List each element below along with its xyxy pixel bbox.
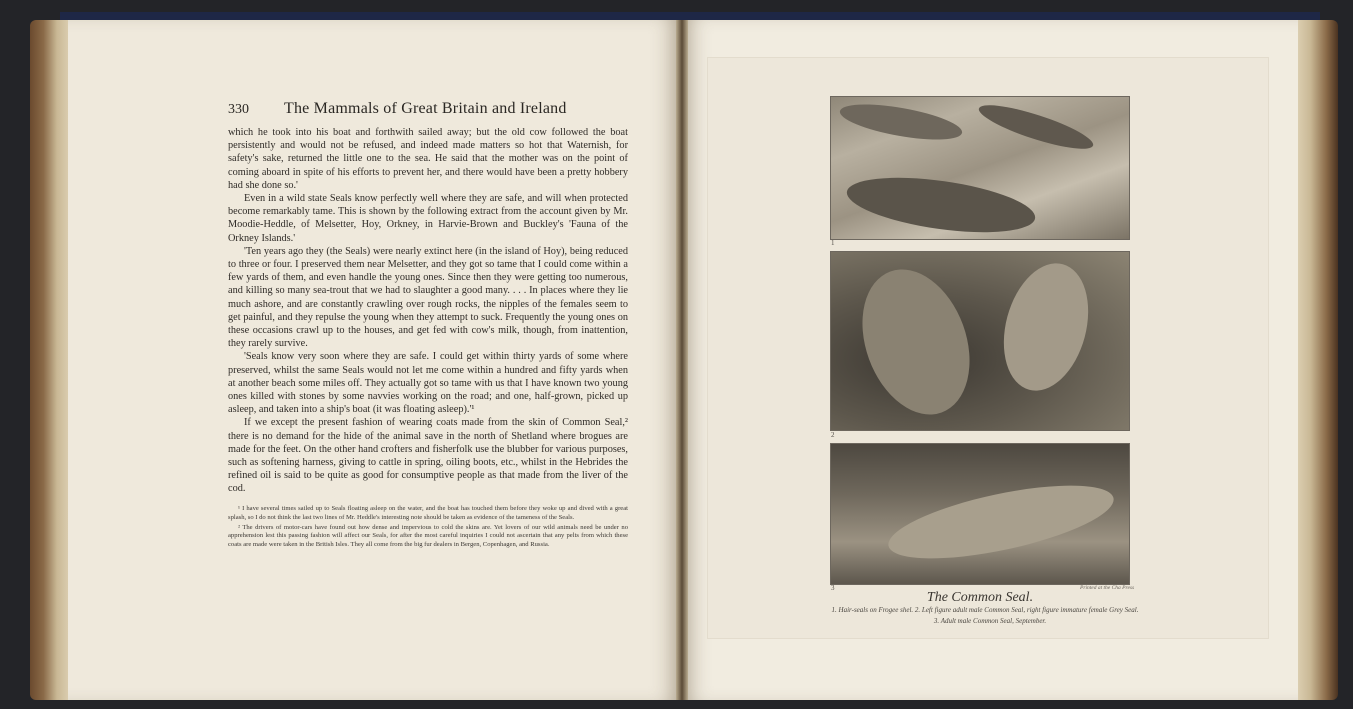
seal-illustration <box>831 444 1129 584</box>
seal-photo-3 <box>830 443 1130 585</box>
running-title: The Mammals of Great Britain and Ireland <box>284 100 567 117</box>
paragraph: If we except the present fashion of wearing coats made from the skin of Common Seal,² there is no demand for the hide of the animal save in the north of Shetland where brogues are made for the feet. On the other hand crofters and fisherfolk use the blubber for various purposes, such as softening harness, giving to cattle in spring, oiling boots, etc., whilst in the Hebrides the refined oil is said to be quite as good for consumptive people as that made from the liver of the cod. <box>228 417 628 495</box>
seal-illustration <box>831 252 1129 430</box>
paragraph: 'Seals know very soon where they are safe. I could get within thirty yards of some where preserved, whilst the same Seals would not let me come within a hundred and fifty yards when at another beach some miles off. They actually got so tame with us that I have known two young ones killed with stones by some navvies working on the road; and one, half-grown, picked up asleep, and taken into a ship's boat (it was floating asleep).'¹ <box>228 351 628 416</box>
plate-title: The Common Seal. <box>926 590 1034 605</box>
plate-credit: Printed at the Cha Press <box>1080 585 1135 591</box>
plate-caption: 1. Hair-seals on Frogee shel. 2. Left figure adult male Common Seal, right figure immature female Grey Seal. <box>831 606 1139 614</box>
footnotes <box>228 505 628 551</box>
plate-caption: 3. Adult male Common Seal, September. <box>933 617 1047 625</box>
page-header <box>228 100 648 124</box>
seal-illustration <box>831 97 1129 239</box>
footnote: ² The drivers of motor-cars have found out how dense and impervious to cold the skins are. Yet lovers of our wild animals need be under no apprehension lest this passing fashion will affect our Seals, for after the most careful inquiries I could not ascertain that any pelts from which these coats are made were taken in the British Isles. They all come from the big fur dealers in Bergen, Copenhagen, and Russia. <box>228 523 628 549</box>
seal-photo-1 <box>830 96 1130 240</box>
paragraph: Even in a wild state Seals know perfectly well where they are safe, and will when protected become remarkably tame. This is shown by the following extract from the account given by Mr. Moodie-Heddle, of Melsetter, Hoy, Orkney, in Harvie-Brown and Buckley's 'Fauna of the Orkney Islands.' <box>228 193 628 244</box>
plate-number: 3 <box>831 584 835 592</box>
page-number: 330 <box>228 102 249 117</box>
plate-number: 2 <box>831 431 835 439</box>
plate-number: 1 <box>831 239 835 247</box>
book-gutter <box>676 20 688 700</box>
body-text <box>228 126 628 496</box>
book-edge-right <box>1292 20 1338 700</box>
paragraph: 'Ten years ago they (the Seals) were nearly extinct here (in the island of Hoy), being reduced to three or four. I preserved them near Melsetter, and they got so tame that I could come within a few yards of them, and even handle the young ones. Since then they were getting too numerous, and killing so many sea-trout that we had to slaughter a good many. . . . In places where they lie much ashore, and are constantly crawling over rough rocks, the nipples of the females seem to get painful, and they repulse the young when they attempt to suck. Frequently the young ones on these occasions crawl up to the houses, and get fed with cow's milk, though, from inattention, they rarely survive. <box>228 245 628 350</box>
footnote: ¹ I have several times sailed up to Seals floating asleep on the water, and the boat has touched them before they woke up and dived with a great splash, so I do not think the last two lines of Mr. Heddle's interesting note should be taken as evidence of the tameness of the Seals. <box>228 505 628 521</box>
seal-photo-2 <box>830 251 1130 431</box>
paragraph: which he took into his boat and forthwith sailed away; but the old cow followed the boat persistently and would not be refused, and indeed made matters so hot that Waternish, for safety's sake, returned the little one to the sea. He said that the mother was on the point of coming aboard in spite of his efforts to prevent her, and there would have been a pretty hobbery had she done so.' <box>228 127 628 191</box>
